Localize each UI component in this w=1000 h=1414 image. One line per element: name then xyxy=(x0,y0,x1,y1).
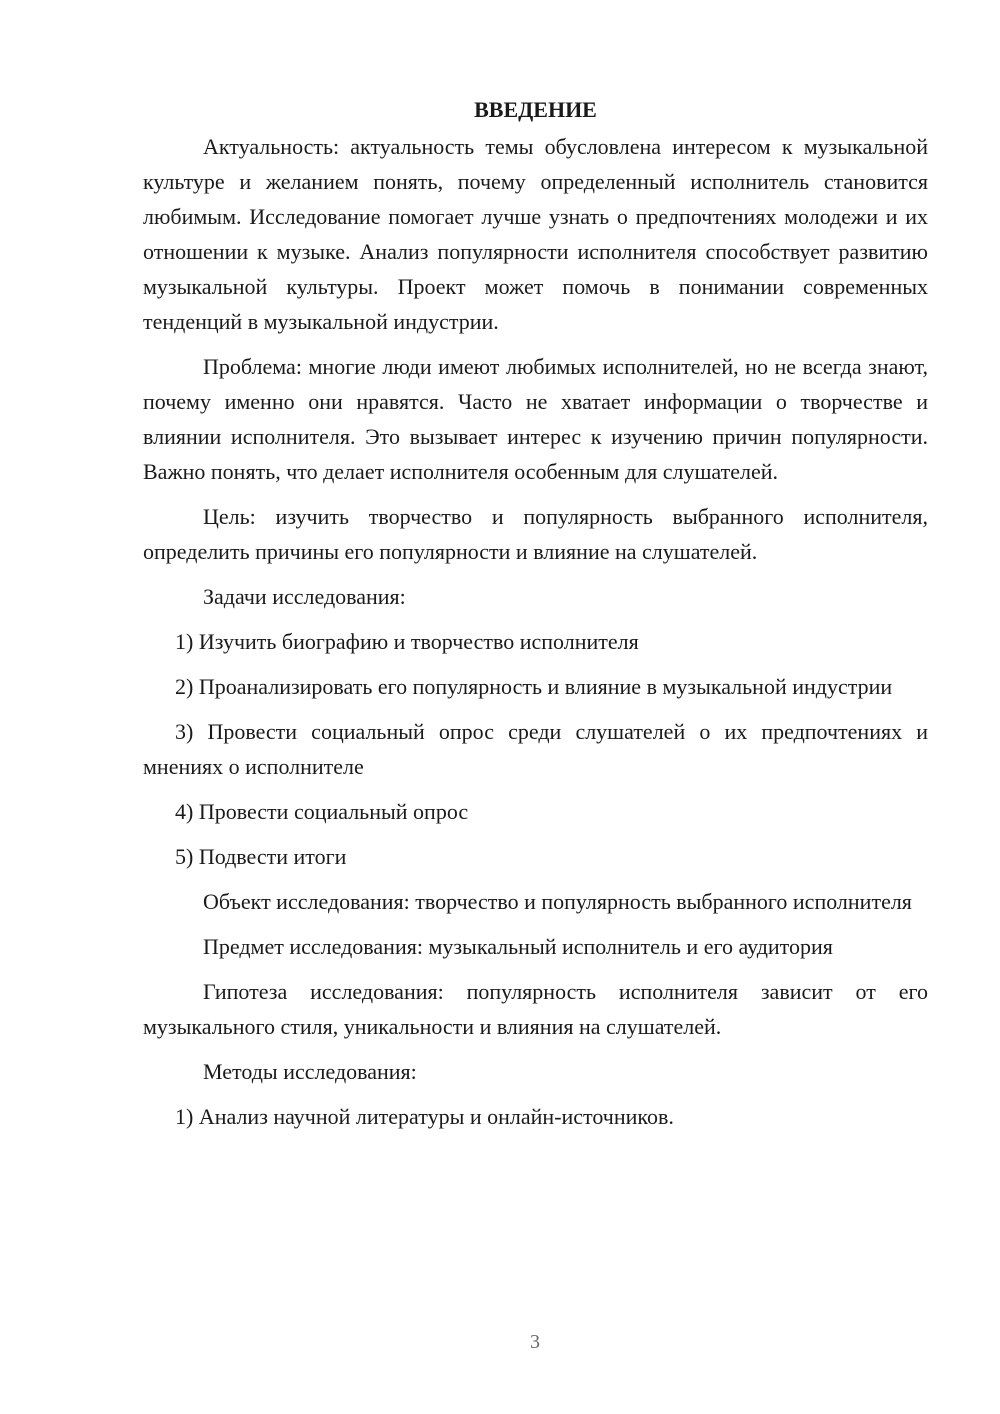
section-title: ВВЕДЕНИЕ xyxy=(474,97,597,122)
methods-heading: Методы исследования: xyxy=(203,1059,417,1084)
task-item-2: 2) Проанализировать его популярность и влияние в музыкальной индустрии xyxy=(175,674,893,699)
task-item-3: 3) Провести социальный опрос среди слушателей о их предпочтениях и мнениях о исполнителе xyxy=(143,719,928,779)
relevance-paragraph: Актуальность: актуальность темы обусловлена интересом к музыкальной культуре и желанием понять, почему определенный исполнитель становится любимым. Исследование помогает лучше узнать о предпочтениях молодежи и их отношении к музыке. Анализ популярности исполнителя способствует развитию музыкальной культуры. Проект может помочь в понимании современных тенденций в музыкальной индустрии. xyxy=(143,134,928,334)
hypothesis-paragraph: Гипотеза исследования: популярность исполнителя зависит от его музыкального стиля, уникальности и влияния на слушателей. xyxy=(143,979,928,1039)
subject-paragraph: Предмет исследования: музыкальный исполнитель и его аудитория xyxy=(203,934,833,959)
task-item-4: 4) Провести социальный опрос xyxy=(175,799,469,824)
tasks-heading: Задачи исследования: xyxy=(203,584,406,609)
document-page xyxy=(143,92,928,1134)
problem-paragraph: Проблема: многие люди имеют любимых исполнителей, но не всегда знают, почему именно они нравятся. Часто не хватает информации о творчестве и влиянии исполнителя. Это вызывает интерес к изучению причин популярности. Важно понять, что делает исполнителя особенным для слушателей. xyxy=(143,354,928,484)
page-number: 3 xyxy=(530,1331,540,1353)
object-paragraph: Объект исследования: творчество и популярность выбранного исполнителя xyxy=(203,889,912,914)
method-item-1: 1) Анализ научной литературы и онлайн-источников. xyxy=(175,1104,674,1129)
goal-paragraph: Цель: изучить творчество и популярность выбранного исполнителя, определить причины его популярности и влияние на слушателей. xyxy=(143,504,928,564)
task-item-5: 5) Подвести итоги xyxy=(175,844,347,869)
task-item-1: 1) Изучить биографию и творчество исполнителя xyxy=(175,629,639,654)
